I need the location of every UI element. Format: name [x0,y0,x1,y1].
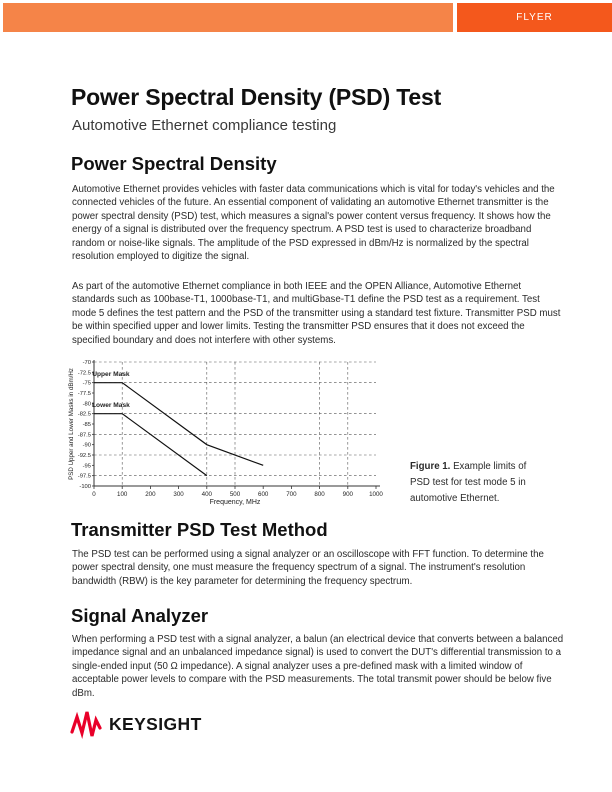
svg-text:-85: -85 [82,422,91,428]
svg-text:-90: -90 [82,442,91,449]
svg-text:800: 800 [314,491,325,498]
svg-text:300: 300 [173,491,184,498]
svg-text:-72.5: -72.5 [77,370,91,377]
svg-text:200: 200 [145,491,156,498]
paragraph-psd-intro: Automotive Ethernet provides vehicles with faster data communications which is vital for today's vehicles and the connected vehicles of the future. An essential component of validating an automotive Ethernet transmitter is the power spectral density (PSD) test, which measures a signal's power content versus frequency. It shows how the energy of a signal is distributed over the frequency spectrum. A PSD test is used to characterize broadband random or noise-like signals. The amplitude of the PSD expressed in dBm/Hz is normalized by the spectral resolution employed to digitize the signal. [72,184,555,263]
paragraph-test-method: The PSD test can be performed using a signal analyzer or an oscilloscope with FFT function. To determine the power spectral density, one must measure the frequency spectrum of a signal. The instrument's resolution bandwidth (RBW) is the key parameter for determining the frequency spectrum. [72,549,544,587]
keysight-wordmark: KEYSIGHT [109,713,202,734]
flyer-badge-label: FLYER [516,12,553,23]
svg-text:-70: -70 [82,360,91,366]
svg-text:100: 100 [117,491,128,498]
svg-text:-100: -100 [79,484,91,490]
svg-text:0: 0 [92,491,96,498]
svg-text:-92.5: -92.5 [77,453,91,459]
flyer-badge [457,3,612,32]
svg-text:1000: 1000 [369,491,383,498]
section-heading-signal-analyzer: Signal Analyzer [71,605,209,626]
page-title: Power Spectral Density (PSD) Test [71,84,442,110]
page-subtitle: Automotive Ethernet compliance testing [72,117,337,134]
psd-mask-chart [66,357,402,507]
svg-text:900: 900 [342,491,353,498]
section-heading-transmitter-psd-test-method: Transmitter PSD Test Method [71,519,328,540]
svg-text:-95: -95 [82,463,91,470]
section-heading-power-spectral-density: Power Spectral Density [71,153,277,174]
paragraph-signal-analyzer: When performing a PSD test with a signal analyzer, a balun (an electrical device that converts between a balanced impedance signal and an unbalanced impedance signal) is used to convert the DUT's differential transmission to a single-ended input (50 Ω impedance). A signal analyzer uses a pre-defined mask with a limited window of acceptable power levels to compare with the PSD measurements. The total transmit power should be below five dBm. [72,634,564,699]
svg-text:500: 500 [229,491,241,498]
svg-text:Lower Mask: Lower Mask [92,402,130,410]
svg-text:-87.5: -87.5 [77,432,91,439]
header-bar [3,3,453,32]
figure-caption-text: Example limits of PSD test for test mode 5 in automotive Ethernet. [410,461,527,505]
keysight-spark-icon [70,709,104,739]
svg-text:-80: -80 [82,401,91,408]
svg-text:600: 600 [258,491,269,498]
svg-text:Upper Mask: Upper Mask [92,371,130,379]
svg-text:400: 400 [201,491,212,498]
svg-text:Frequency, MHz: Frequency, MHz [209,499,261,506]
svg-text:-82.5: -82.5 [77,411,91,418]
svg-text:-77.5: -77.5 [77,391,91,397]
paragraph-psd-compliance: As part of the automotive Ethernet compliance in both IEEE and the OPEN Alliance, Automotive Ethernet standards such as 100base-T1, 1000base-T1, and multiGbase-T1 define the PSD test as a requirement. Test mode 5 defines the test pattern and the PSD of the transmitter using a standard test fixture. Transmitter PSD must be within specified upper and lower limits. Testing the transmitter PSD ensures that it does not exceed the specified boundary and does not interfere with other systems. [72,281,561,346]
svg-text:-75: -75 [82,380,91,387]
figure-caption [410,459,538,508]
keysight-logo [70,709,202,739]
svg-text:700: 700 [286,491,297,498]
svg-text:-97.5: -97.5 [77,473,91,480]
figure-caption-label: Figure 1. [410,461,451,472]
svg-text:PSD Upper and Lower Masks in d: PSD Upper and Lower Masks in dBm/Hz [68,368,75,480]
